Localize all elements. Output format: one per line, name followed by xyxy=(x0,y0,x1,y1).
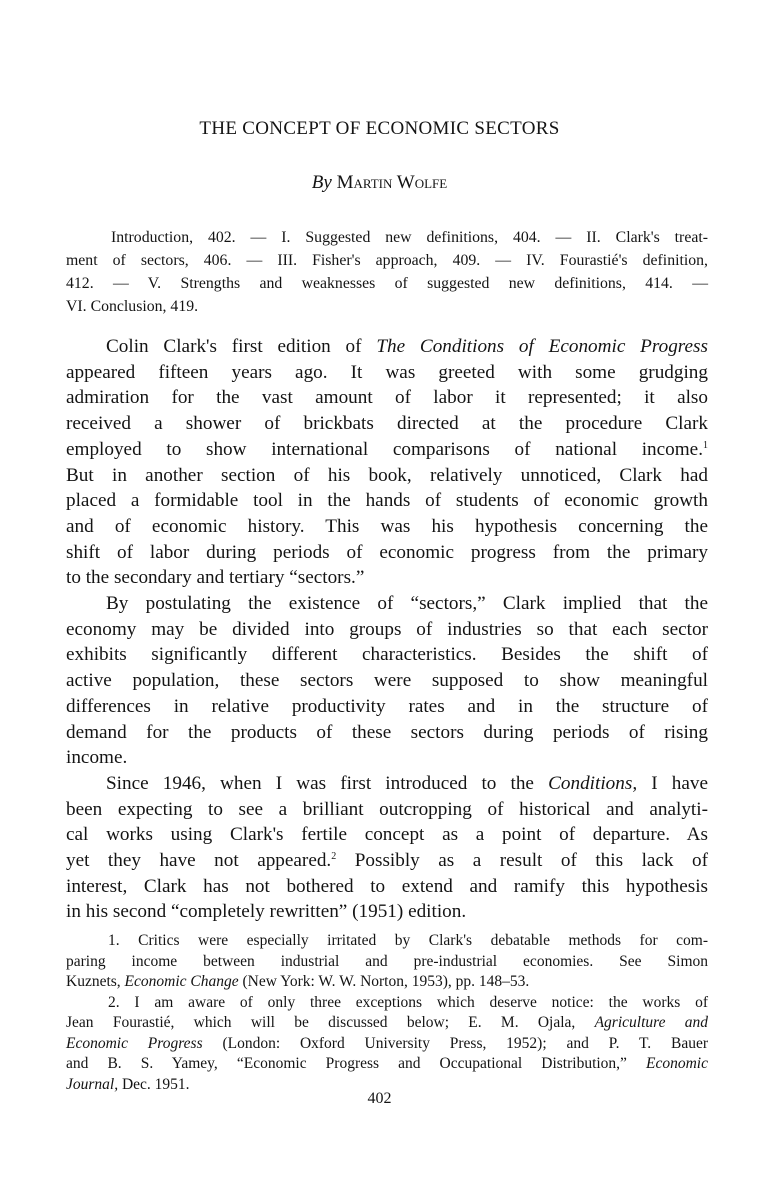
text-span: and B. S. Yamey, “Economic Progress and Occupational Distribution,” xyxy=(66,1055,647,1072)
paragraph-3 xyxy=(66,771,708,925)
footnote-ref-2: 2 xyxy=(331,851,337,863)
text-line: income. xyxy=(66,747,128,769)
footnotes xyxy=(66,931,708,1095)
table-of-contents xyxy=(66,226,708,318)
text-line: appeared fifteen years ago. It was greeted with some grudging xyxy=(66,361,708,383)
text-line: interest, Clark has not bothered to extend and ramify this hypothesis xyxy=(66,875,708,897)
text-span: yet they have not appeared. xyxy=(66,850,332,872)
text-span: I have xyxy=(637,772,708,794)
text-span: Kuznets, xyxy=(66,973,125,990)
text-line: and of economic history. This was his hypothesis concerning the xyxy=(66,515,708,537)
text-line: been expecting to see a brilliant outcropping of historical and analyti- xyxy=(66,798,708,820)
cited-title: Agriculture and xyxy=(594,1014,708,1031)
text-line xyxy=(66,437,708,463)
author-name: Martin Wolfe xyxy=(336,172,448,193)
footnote-1 xyxy=(66,931,708,993)
footnote-line xyxy=(66,1054,708,1075)
paragraph-2 xyxy=(66,591,708,771)
text-span: Since 1946, when I was first introduced to the xyxy=(106,772,549,794)
cited-title: Economic Change xyxy=(124,973,239,990)
footnote-line xyxy=(66,972,708,993)
page-number: 402 xyxy=(367,1090,392,1107)
text-line xyxy=(66,334,708,360)
text-line xyxy=(66,771,708,797)
toc-line: 412. — V. Strengths and weaknesses of suggested new definitions, 414. — xyxy=(66,275,708,292)
text-line: exhibits significantly different characteristics. Besides the shift of xyxy=(66,644,708,666)
toc-line: Introduction, 402. — I. Suggested new definitions, 404. — II. Clark's treat- xyxy=(111,229,708,246)
footnote-line: 2. I am aware of only three exceptions which deserve notice: the works of xyxy=(108,993,708,1011)
footnote-line: paring income between industrial and pre-industrial economies. See Simon xyxy=(66,952,708,970)
article-title: THE CONCEPT OF ECONOMIC SECTORS xyxy=(199,118,560,139)
book-title: The Conditions of Economic Progress xyxy=(376,336,708,357)
text-line: received a shower of brickbats directed at the procedure Clark xyxy=(66,413,708,435)
cited-title: Journal, xyxy=(66,1075,119,1093)
text-line: in his second “completely rewritten” (1951) edition. xyxy=(66,901,467,923)
footnote-line xyxy=(66,1034,708,1055)
text-line: placed a formidable tool in the hands of students of economic growth xyxy=(66,490,708,512)
text-line: But in another section of his book, relatively unnoticed, Clark had xyxy=(66,464,708,486)
text-line: cal works using Clark's fertile concept as a point of departure. As xyxy=(66,824,708,846)
text-line: By postulating the existence of “sectors,” Clark implied that the xyxy=(106,593,708,615)
footnote-ref-1: 1 xyxy=(703,439,708,451)
cited-title: Economic xyxy=(646,1055,708,1072)
text-line: to the secondary and tertiary “sectors.” xyxy=(66,567,365,589)
byline xyxy=(0,172,759,194)
footnote-2 xyxy=(66,993,708,1096)
text-line: active population, these sectors were supposed to show meaningful xyxy=(66,670,708,692)
footnote-line: 1. Critics were especially irritated by Clark's debatable methods for com- xyxy=(108,932,708,949)
text-span: employed to show international comparisons of national income. xyxy=(66,438,703,460)
text-span: (London: Oxford University Press, 1952); and P. T. Bauer xyxy=(202,1034,708,1052)
toc-line: ment of sectors, 406. — III. Fisher's approach, 409. — IV. Fourastié's definition, xyxy=(66,252,708,269)
cited-title: Economic Progress xyxy=(66,1034,203,1052)
text-line: demand for the products of these sectors during periods of rising xyxy=(66,721,708,743)
text-span: Jean Fourastié, which will be discussed below; E. M. Ojala, xyxy=(66,1014,595,1031)
short-book-title: Conditions, xyxy=(548,772,638,794)
text-span: Dec. 1951. xyxy=(118,1075,190,1093)
text-line xyxy=(66,848,708,874)
footnote-line xyxy=(66,1013,708,1034)
text-span: Colin Clark's first edition of xyxy=(106,336,377,357)
text-line: admiration for the vast amount of labor it represented; it also xyxy=(66,387,708,409)
text-line: differences in relative productivity rates and in the structure of xyxy=(66,695,708,717)
text-line: shift of labor during periods of economic progress from the primary xyxy=(66,541,708,563)
paragraph-1 xyxy=(66,334,708,591)
text-span: Possibly as a result of this lack of xyxy=(336,850,709,872)
byline-by: By xyxy=(311,172,332,193)
text-span: (New York: W. W. Norton, 1953), pp. 148–53. xyxy=(238,973,530,990)
toc-line: VI. Conclusion, 419. xyxy=(66,298,199,315)
text-line: economy may be divided into groups of industries so that each sector xyxy=(66,618,708,640)
article-body xyxy=(66,334,708,925)
